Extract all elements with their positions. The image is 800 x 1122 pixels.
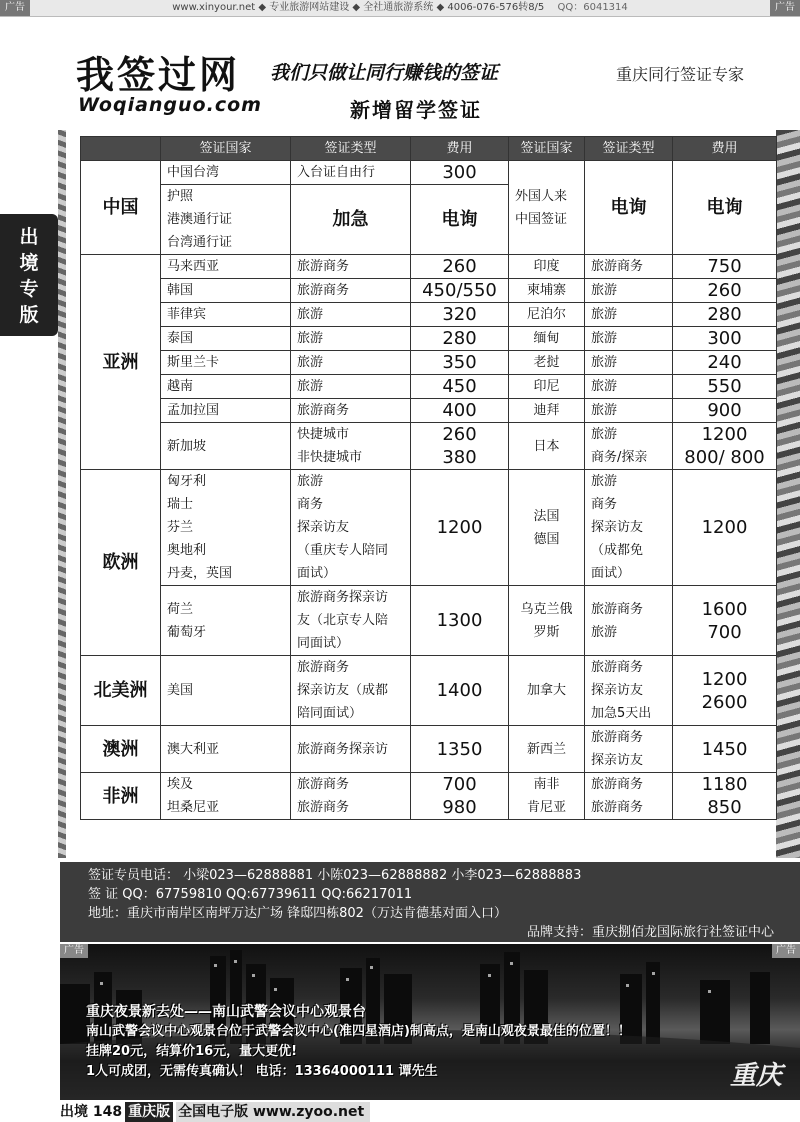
type-line: 商务 [297,497,324,512]
region-china: 中国 [81,161,161,255]
type-line: 旅游商务 [591,777,644,792]
country-cell: 菲律宾 [161,303,291,327]
type-cell: 旅游商务 [291,279,411,303]
country-line: 肯尼亚 [526,800,566,815]
type-line: 旅游 [297,474,324,489]
country-line: 罗斯 [533,624,560,640]
type-cell [291,773,411,820]
fee-line: 260 [442,424,477,445]
type-cell [585,423,673,470]
fee-line: 700 [707,621,742,643]
expert-tagline: 重庆同行签证专家 [616,65,745,84]
ad-price: 挂牌20元，结算价16元，量大更优! [86,1044,298,1059]
type-line: 面试） [297,566,337,581]
region-europe: 欧洲 [81,470,161,656]
fee-line: 1180 [701,774,748,795]
fee-line: 700 [442,774,477,795]
fee-cell: 750 [673,255,777,279]
logo-website: Woqianguo.com [78,94,262,116]
type-cell: 旅游 [291,351,411,375]
country-cell: 印度 [509,255,585,279]
header [60,18,800,130]
country-cell: 泰国 [161,327,291,351]
country-line: 护照 [167,189,194,204]
header-type-2: 签证类型 [585,137,673,161]
top-ad-bar [0,0,800,17]
table-row [81,773,777,820]
fee-cell [411,423,509,470]
type-line: 旅游商务 [591,660,644,675]
table-row [81,470,777,586]
region-asia: 亚洲 [81,255,161,470]
country-line: 坦桑尼亚 [167,800,220,815]
side-tab-char: 版 [19,304,39,326]
header-type: 签证类型 [291,137,411,161]
country-line: 外国人来 [515,188,568,204]
ad-tag-right: 广告 [772,944,800,958]
country-cell: 柬埔寨 [509,279,585,303]
type-line: 探亲访友（成都 [297,683,389,698]
region-africa: 非洲 [81,773,161,820]
table-row [81,375,777,399]
type-cell [585,470,673,586]
fee-cell: 1400 [411,656,509,726]
logo-title: 我签过网 [76,52,241,97]
type-line: 商务/探亲 [591,450,648,465]
fee-cell: 1450 [673,726,777,773]
table-row [81,656,777,726]
type-line: 友（北京专人陪 [297,613,389,628]
country-cell [509,470,585,586]
type-line: 探亲访友 [591,520,644,535]
table-row [81,351,777,375]
slogan: 我们只做让同行赚钱的签证 [270,62,499,84]
edition-badge: 重庆版 [125,1102,173,1122]
header-fee-2: 费用 [673,137,777,161]
type-cell: 旅游商务 [291,255,411,279]
type-line: 旅游商务 [591,730,644,745]
fee-cell: 240 [673,351,777,375]
fee-cell: 550 [673,375,777,399]
type-line: 商务 [591,497,618,512]
type-line: 旅游商务 [297,660,350,675]
fee-cell: 450/550 [411,279,509,303]
country-cell: 新加坡 [161,423,291,470]
country-cell [509,586,585,656]
fee-cell: 280 [673,303,777,327]
country-cell [161,185,291,255]
type-line: 旅游 [591,427,618,442]
country-cell: 斯里兰卡 [161,351,291,375]
type-line: 加急5天出 [591,706,652,721]
country-cell: 美国 [161,656,291,726]
type-line: 探亲访友 [297,520,350,535]
country-cell: 澳大利亚 [161,726,291,773]
fee-line: 800/ 800 [684,447,765,468]
fee-line: 850 [707,797,742,818]
page-number: 出境 148 [60,1104,123,1120]
country-cell: 尼泊尔 [509,303,585,327]
header-country-2: 签证国家 [509,137,585,161]
country-line: 丹麦，英国 [167,566,233,581]
fee-cell: 电询 [411,185,509,255]
fee-cell: 260 [411,255,509,279]
type-cell [291,656,411,726]
country-cell: 新西兰 [509,726,585,773]
country-cell: 缅甸 [509,327,585,351]
decorative-border-left [58,130,66,858]
region-oceania: 澳洲 [81,726,161,773]
type-line: 探亲访友 [591,753,644,768]
type-cell [585,586,673,656]
country-cell: 日本 [509,423,585,470]
contact-info-bar [60,862,800,942]
ad-tag-right: 广告 [770,0,800,16]
country-cell: 印尼 [509,375,585,399]
type-cell: 旅游 [585,279,673,303]
top-bar-text: www.xinyour.net ◆ 专业旅游网站建设 ◆ 全社通旅游系统 ◆ 4006-076-576转8/5 [172,2,545,13]
type-cell [585,726,673,773]
type-line: （成都免 [591,543,644,558]
decorative-border-right [776,130,800,858]
type-line: 面试） [591,566,631,581]
fee-cell [673,773,777,820]
type-line: 陪同面试） [297,706,363,721]
type-line: 旅游商务 [591,601,644,617]
fee-cell: 1350 [411,726,509,773]
contact-phones: 签证专员电话： 小梁023—62888881 小陈023—62888882 小李023—62888883 [88,868,582,883]
fee-cell [673,423,777,470]
type-cell: 旅游 [291,375,411,399]
visa-table-panel [66,128,776,858]
country-line: 台湾通行证 [167,235,233,250]
type-cell: 旅游 [585,375,673,399]
fee-cell: 900 [673,399,777,423]
country-line: 乌克兰俄 [520,601,573,617]
fee-cell: 电询 [673,161,777,255]
fee-line: 380 [442,447,477,468]
country-cell: 马来西亚 [161,255,291,279]
ad-description: 南山武警会议中心观景台位于武警会议中心(准四星酒店)制高点，是南山观夜景最佳的位置！！ [86,1024,631,1039]
country-line: 瑞士 [167,497,194,512]
contact-address: 地址：重庆市南岸区南坪万达广场 锋邸四栋802（万达肯德基对面入口） [88,906,507,921]
country-line: 芬兰 [167,520,194,535]
country-cell: 迪拜 [509,399,585,423]
top-bar-qq: QQ：6041314 [557,2,628,13]
country-line: 匈牙利 [167,474,207,489]
type-cell [585,773,673,820]
type-cell [291,586,411,656]
table-row [81,255,777,279]
country-cell [161,773,291,820]
night-view-ad [60,944,800,1100]
fee-line: 1200 [701,424,748,445]
country-line: 港澳通行证 [167,212,233,227]
contact-qq: 签 证 QQ：67759810 QQ:67739611 QQ:66217011 [88,887,413,902]
fee-cell [411,773,509,820]
new-service: 新增留学签证 [350,98,482,122]
type-cell: 旅游 [585,351,673,375]
ad-headline: 重庆夜景新去处——南山武警会议中心观景台 [86,1004,366,1020]
country-line: 葡萄牙 [167,624,207,640]
fee-cell: 450 [411,375,509,399]
fee-cell: 1300 [411,586,509,656]
fee-cell: 350 [411,351,509,375]
fee-line: 1600 [701,598,748,620]
header-corner [81,137,161,161]
ad-contact: 1人可成团，无需传真确认！ 电话：13364000111 谭先生 [86,1064,438,1079]
type-line: 旅游商务探亲访 [297,590,389,605]
fee-cell: 300 [411,161,509,185]
type-line: 旅游商务 [297,800,350,815]
table-row [81,303,777,327]
country-line: 奥地利 [167,543,207,558]
table-row [81,423,777,470]
side-tab-char: 专 [19,278,39,300]
brand-sponsor: 品牌支持：重庆捌佰龙国际旅行社签证中心 [526,925,774,940]
region-north-america: 北美洲 [81,656,161,726]
fee-cell: 280 [411,327,509,351]
chongqing-calligraphy: 重庆 [729,1061,782,1091]
fee-cell: 1200 [673,470,777,586]
type-line: 非快捷城市 [297,450,363,465]
type-cell [291,423,411,470]
type-cell: 旅游 [585,303,673,327]
type-line: 旅游商务 [297,777,350,792]
country-cell: 越南 [161,375,291,399]
section-side-tab [0,214,58,336]
fee-cell: 260 [673,279,777,303]
country-cell: 孟加拉国 [161,399,291,423]
country-line: 德国 [533,531,560,547]
country-cell [161,586,291,656]
country-cell [509,161,585,255]
country-line: 埃及 [167,777,194,792]
side-tab-char: 境 [19,252,39,274]
country-line: 荷兰 [167,601,194,617]
type-cell [585,656,673,726]
country-line: 南非 [533,777,560,792]
type-cell [291,470,411,586]
country-cell: 老挝 [509,351,585,375]
type-cell: 入台证自由行 [291,161,411,185]
table-row [81,161,777,185]
type-line: 旅游商务 [591,800,644,815]
type-line: 探亲访友 [591,683,644,698]
type-cell: 旅游 [585,399,673,423]
fee-cell: 400 [411,399,509,423]
type-cell: 电询 [585,161,673,255]
type-cell: 旅游 [291,327,411,351]
ad-tag-left: 广告 [60,944,88,958]
ad-tag-left: 广告 [0,0,30,16]
type-line: 同面试） [297,636,350,651]
type-cell: 加急 [291,185,411,255]
fee-cell: 320 [411,303,509,327]
footer-website: 全国电子版 www.zyoo.net [176,1102,370,1122]
fee-cell [673,586,777,656]
type-cell: 旅游商务探亲访 [291,726,411,773]
fee-line: 980 [442,797,477,818]
fee-line: 1200 [701,668,748,690]
type-line: 旅游 [591,624,618,640]
page-footer [60,1102,800,1122]
table-row [81,726,777,773]
country-line: 中国签证 [515,211,568,227]
table-header-row [81,137,777,161]
table-row [81,327,777,351]
header-country: 签证国家 [161,137,291,161]
table-row [81,586,777,656]
country-cell: 加拿大 [509,656,585,726]
ad-text-block [86,1002,766,1082]
fee-cell [673,656,777,726]
fee-cell: 300 [673,327,777,351]
type-cell: 旅游 [585,327,673,351]
country-cell: 中国台湾 [161,161,291,185]
type-line: （重庆专人陪同 [297,543,389,558]
country-line: 法国 [533,508,560,524]
table-row [81,399,777,423]
type-cell: 旅游商务 [585,255,673,279]
type-cell: 旅游 [291,303,411,327]
fee-cell: 1200 [411,470,509,586]
type-line: 快捷城市 [297,427,350,442]
header-fee: 费用 [411,137,509,161]
visa-price-table [80,136,777,820]
country-cell [161,470,291,586]
table-row [81,279,777,303]
side-tab-char: 出 [19,226,39,248]
type-line: 旅游 [591,474,618,489]
country-cell: 韩国 [161,279,291,303]
fee-line: 2600 [701,691,748,713]
type-cell: 旅游商务 [291,399,411,423]
country-cell [509,773,585,820]
